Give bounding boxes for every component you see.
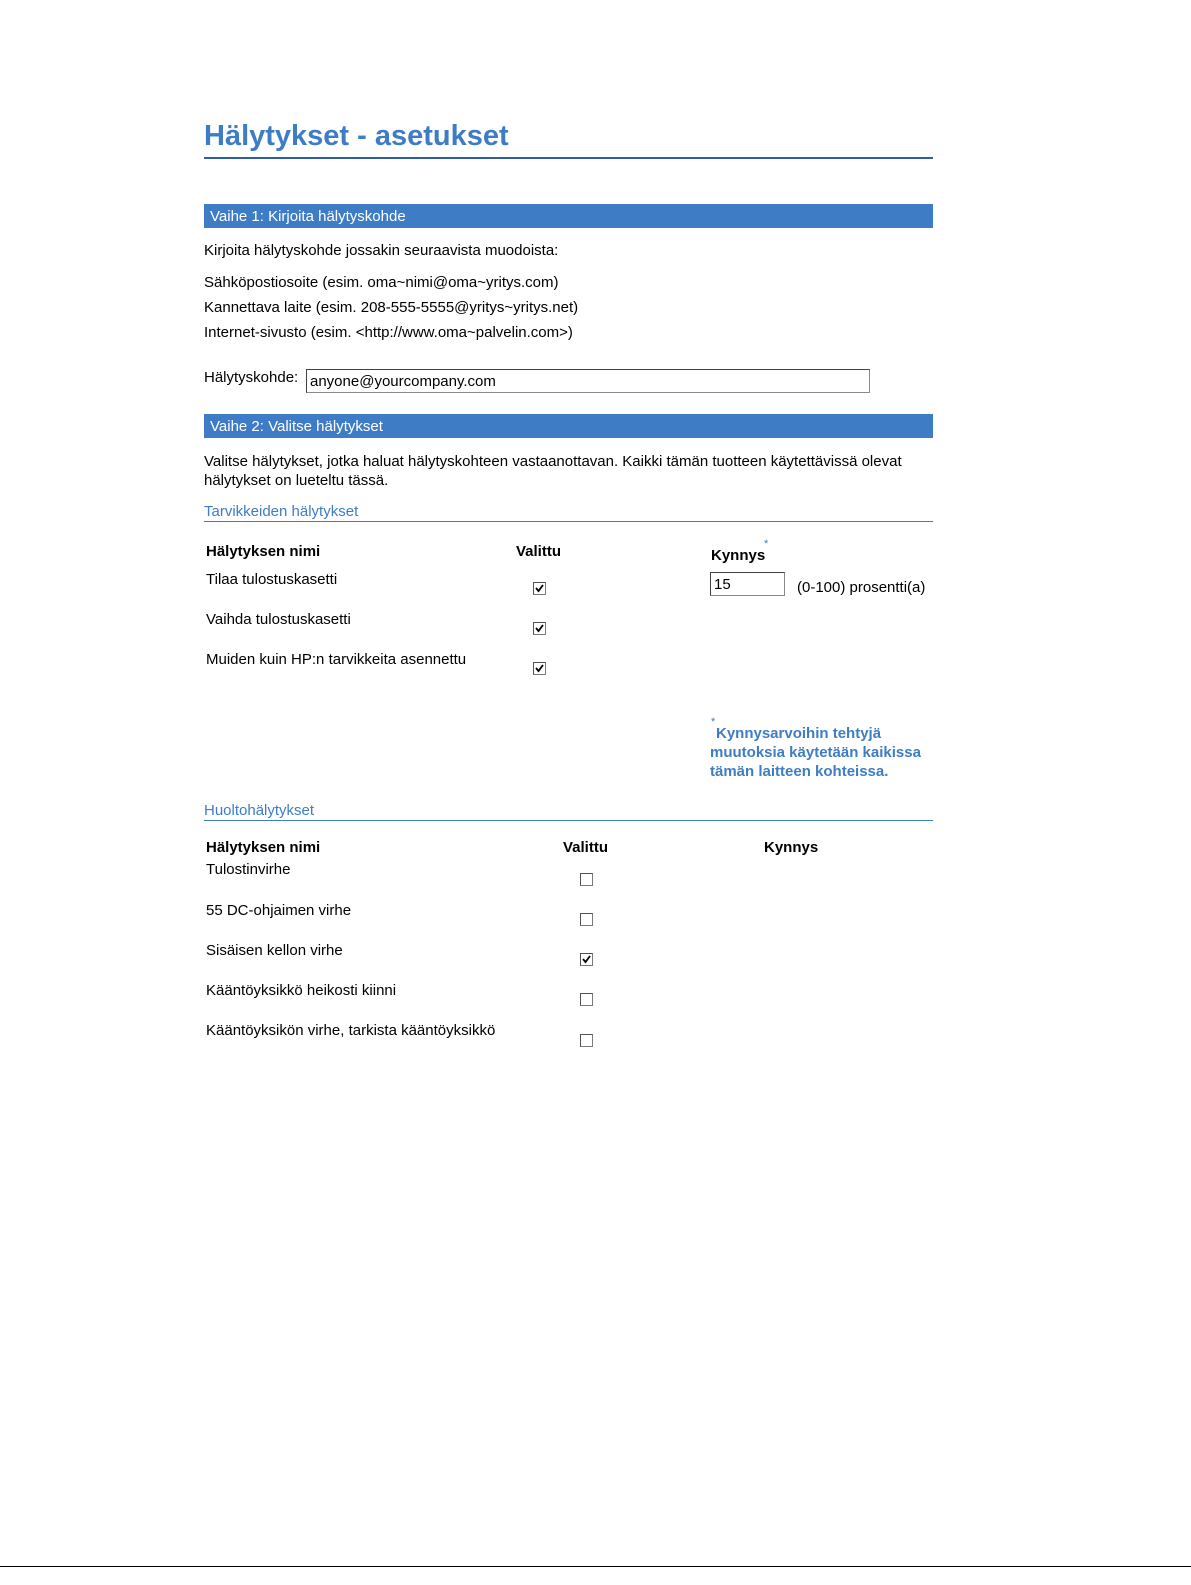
service-row-checkbox[interactable] bbox=[580, 993, 593, 1006]
service-alerts-heading: Huoltohälytykset bbox=[204, 802, 315, 819]
step1-header-bar: Vaihe 1: Kirjoita hälytyskohde bbox=[204, 204, 933, 228]
checkmark-icon bbox=[535, 664, 544, 673]
title-divider bbox=[204, 157, 933, 159]
step2-intro-line1: Valitse hälytykset, jotka haluat hälytyskohteen vastaanottavan. Kaikki tämän tuotteen käytettävissä olevat bbox=[204, 453, 902, 470]
service-divider bbox=[204, 820, 933, 821]
supplies-row-checkbox[interactable] bbox=[533, 662, 546, 675]
service-row-name: Kääntöyksikkö heikosti kiinni bbox=[206, 982, 397, 999]
supplies-row-checkbox[interactable] bbox=[533, 622, 546, 635]
threshold-note-line3: tämän laitteen kohteissa. bbox=[710, 763, 889, 780]
supplies-col-selected: Valittu bbox=[516, 543, 562, 560]
threshold-note-line2: muutoksia käytetään kaikissa bbox=[710, 744, 921, 761]
service-col-name: Hälytyksen nimi bbox=[206, 839, 321, 856]
service-col-selected: Valittu bbox=[563, 839, 609, 856]
supplies-col-name: Hälytyksen nimi bbox=[206, 543, 321, 560]
service-row-name: 55 DC-ohjaimen virhe bbox=[206, 902, 352, 919]
page-bottom-rule bbox=[0, 1566, 1191, 1567]
service-row-checkbox[interactable] bbox=[580, 953, 593, 966]
service-col-threshold: Kynnys bbox=[764, 839, 819, 856]
checkmark-icon bbox=[582, 955, 591, 964]
service-row-checkbox[interactable] bbox=[580, 913, 593, 926]
service-row-name: Sisäisen kellon virhe bbox=[206, 942, 343, 959]
alert-target-label: Hälytyskohde: bbox=[204, 369, 299, 386]
service-row-checkbox[interactable] bbox=[580, 1034, 593, 1047]
threshold-unit: (0-100) prosentti(a) bbox=[797, 579, 926, 596]
threshold-asterisk: * bbox=[764, 538, 769, 550]
service-row-checkbox[interactable] bbox=[580, 873, 593, 886]
supplies-row-checkbox[interactable] bbox=[533, 582, 546, 595]
threshold-note-line1: Kynnysarvoihin tehtyjä bbox=[716, 725, 882, 742]
supplies-row-name: Vaihda tulostuskasetti bbox=[206, 611, 351, 628]
service-row-name: Kääntöyksikön virhe, tarkista kääntöyksikkö bbox=[206, 1022, 496, 1039]
step2-header-bar: Vaihe 2: Valitse hälytykset bbox=[204, 414, 933, 438]
page-title: Hälytykset - asetukset bbox=[204, 120, 509, 152]
supplies-alerts-heading: Tarvikkeiden hälytykset bbox=[204, 503, 359, 520]
service-row-name: Tulostinvirhe bbox=[206, 861, 291, 878]
alert-target-input[interactable] bbox=[306, 369, 870, 393]
format-website: Internet-sivusto (esim. <http://www.oma~palvelin.com>) bbox=[204, 324, 573, 341]
note-asterisk: * bbox=[711, 716, 716, 728]
checkmark-icon bbox=[535, 584, 544, 593]
supplies-row-name: Muiden kuin HP:n tarvikkeita asennettu bbox=[206, 651, 467, 668]
supplies-col-threshold: Kynnys bbox=[711, 547, 766, 564]
threshold-input[interactable] bbox=[710, 572, 785, 596]
supplies-row-name: Tilaa tulostuskasetti bbox=[206, 571, 338, 588]
checkmark-icon bbox=[535, 624, 544, 633]
step1-intro: Kirjoita hälytyskohde jossakin seuraavista muodoista: bbox=[204, 242, 559, 259]
supplies-divider bbox=[204, 521, 933, 522]
step2-intro-line2: hälytykset on lueteltu tässä. bbox=[204, 472, 389, 489]
format-email: Sähköpostiosoite (esim. oma~nimi@oma~yritys.com) bbox=[204, 274, 559, 291]
format-mobile: Kannettava laite (esim. 208-555-5555@yritys~yritys.net) bbox=[204, 299, 579, 316]
